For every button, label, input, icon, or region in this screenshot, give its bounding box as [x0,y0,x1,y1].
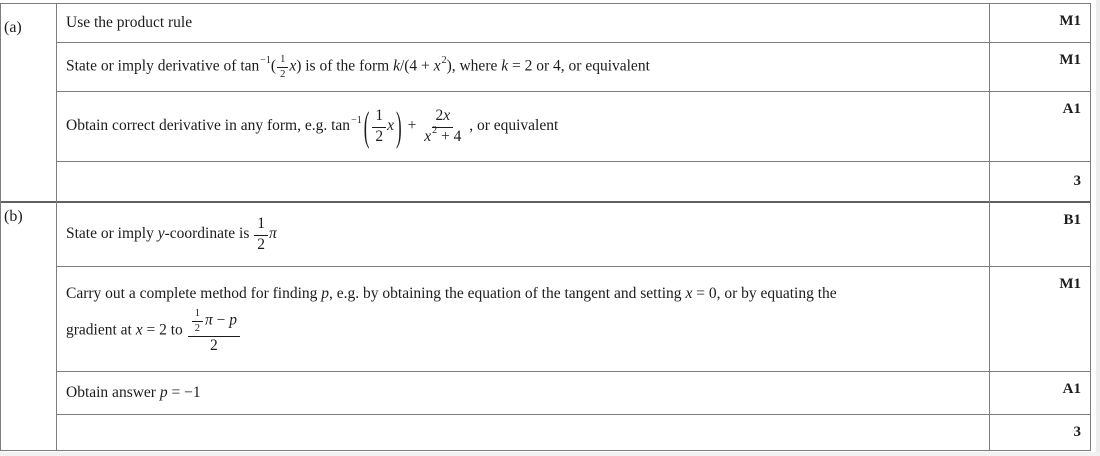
criterion-a3-text: Obtain correct derivative in any form, e.g. $\tan^{-1}$ ( $\frac{1}{2}$ x ) + $\frac{2x}{x^2 + 4}$ , or equivalent [66,103,559,150]
marks-column [990,4,1090,450]
criterion-b3-text: Obtain answer p = −1 [66,384,201,402]
criterion-b3 [57,372,989,415]
total-marks-b [990,415,1090,450]
mark-scheme-table [0,3,1091,451]
criterion-a2 [57,43,989,92]
part-label-b [1,203,56,450]
criterion-b1 [57,203,989,267]
part-a-text: (a) [4,19,22,36]
mark-b1: B1 [990,203,1090,267]
total-marks-a [990,162,1090,203]
mark-a1: M1 [990,4,1090,43]
criterion-a1-text: Use the product rule [66,14,193,32]
criterion-b-total-spacer [57,415,989,450]
criterion-a2-text: State or imply derivative of $\tan^{-1}$( $\frac{1}{2}$ x) is of the form $k/(4 + x^2)$, where k = 2 or 4, or equivalent [66,53,650,80]
total-b-value: 3 [1073,424,1081,440]
criterion-b2-line1: Carry out a complete method for finding p, e.g. by obtaining the equation of the tangent and setting x = 0, or by equating the [66,285,837,303]
mark-b2: M1 [990,267,1090,372]
mark-a2: M1 [990,43,1090,92]
criterion-b1-text: State or imply y-coordinate is $\frac{1}{2}$ π [66,215,277,253]
part-label-a [1,4,56,203]
criterion-a1 [57,4,989,43]
part-label-column [1,4,57,450]
scan-edge-right [1096,0,1100,456]
part-b-text: (b) [4,208,23,225]
mark-b3: A1 [990,372,1090,415]
scan-edge-bottom [0,452,1100,456]
criterion-a3 [57,92,989,162]
mark-a3: A1 [990,92,1090,162]
criteria-column [57,4,990,450]
criterion-a-total-spacer [57,162,989,203]
criterion-b2-line2: gradient at x = 2 to $\frac{1}{2}$ π − p 2 [66,308,241,354]
criterion-b2 [57,267,989,372]
total-a-value: 3 [1073,173,1081,189]
